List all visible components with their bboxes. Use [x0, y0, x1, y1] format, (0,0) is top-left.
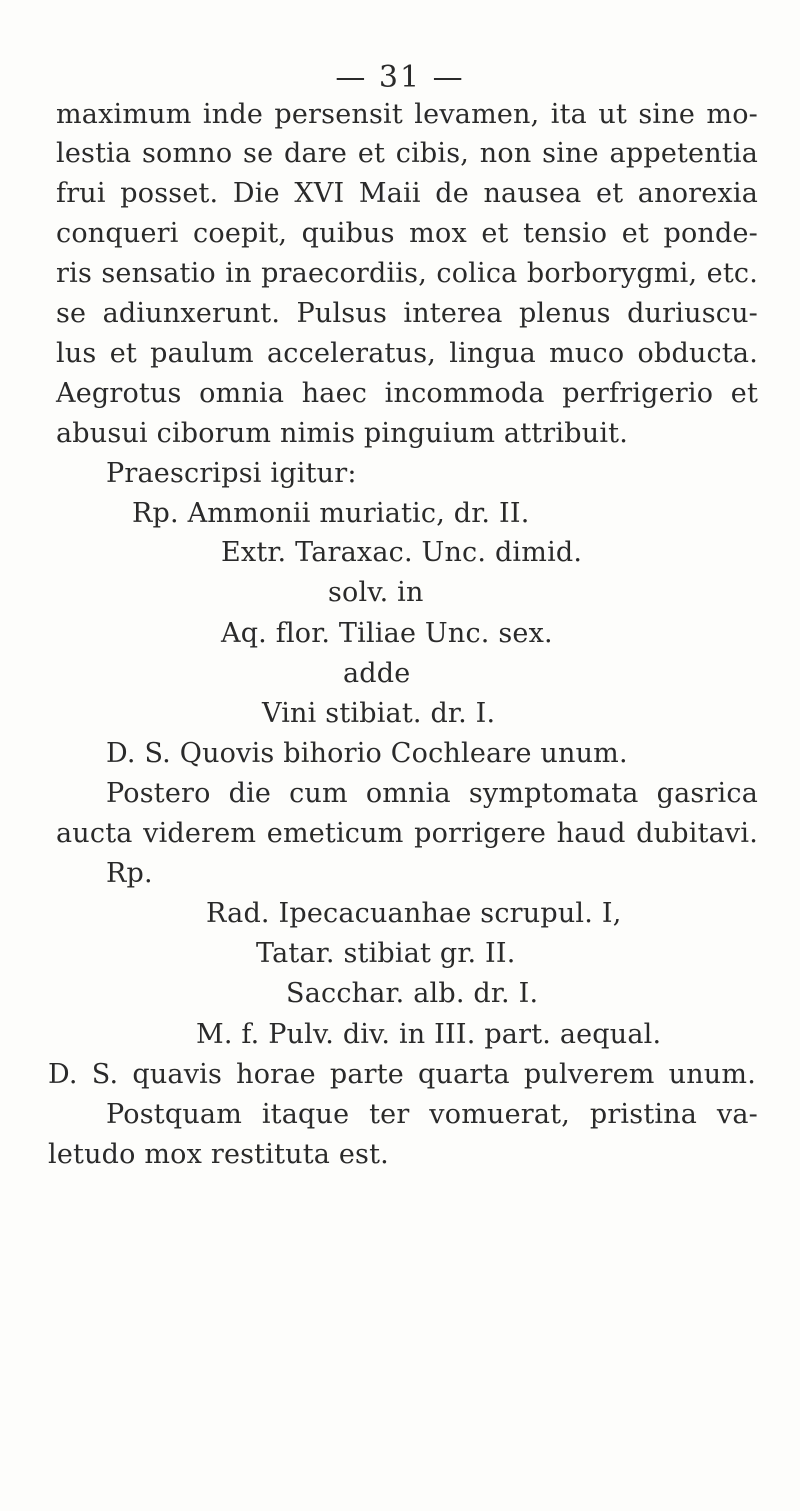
recipe-1-extr-line: Extr. Taraxac. Unc. dimid.: [221, 537, 583, 568]
recipe-2-rp-line: Rp.: [106, 858, 153, 889]
paragraph-1-line-3: frui posset. Die XVI Maii de nausea et anorexia: [56, 178, 758, 209]
paragraph-1-line-2: lestia somno se dare et cibis, non sine appetentia: [56, 138, 758, 169]
praescripsi-line: Praescripsi igitur:: [106, 458, 357, 489]
recipe-1-solv-line: solv. in: [328, 577, 424, 608]
recipe-1-ds-line: D. S. Quovis bihorio Cochleare unum.: [106, 738, 628, 769]
paragraph-1-line-7: lus et paulum acceleratus, lingua muco obducta.: [56, 338, 758, 369]
recipe-1-aq-line: Aq. flor. Tiliae Unc. sex.: [221, 618, 553, 649]
paragraph-1-line-6: se adiunxerunt. Pulsus interea plenus duriuscu-: [56, 298, 758, 329]
page-number: — 31 —: [335, 60, 465, 95]
recipe-2-mf-line: M. f. Pulv. div. in III. part. aequal.: [196, 1019, 662, 1050]
paragraph-2-line-2: aucta viderem emeticum porrigere haud dubitavi.: [56, 818, 758, 849]
recipe-1-vini-line: Vini stibiat. dr. I.: [262, 698, 496, 729]
recipe-2-ds-line: D. S. quavis horae parte quarta pulverem unum.: [48, 1059, 756, 1090]
paragraph-1-line-9: abusui ciborum nimis pinguium attribuit.: [56, 418, 628, 449]
recipe-1-rp-line: Rp. Ammonii muriatic, dr. II.: [132, 498, 530, 529]
paragraph-1-line-8: Aegrotus omnia haec incommoda perfrigerio et: [56, 378, 758, 409]
paragraph-1-line-4: conqueri coepit, quibus mox et tensio et ponde-: [56, 218, 758, 249]
paragraph-2-line-1: Postero die cum omnia symptomata gasrica: [106, 778, 758, 809]
recipe-2-rad-line: Rad. Ipecacuanhae scrupul. I,: [206, 898, 622, 929]
paragraph-3-line-2: letudo mox restituta est.: [48, 1139, 389, 1170]
recipe-2-tatar-line: Tatar. stibiat gr. II.: [256, 938, 516, 969]
paragraph-3-line-1: Postquam itaque ter vomuerat, pristina va-: [106, 1099, 758, 1130]
recipe-1-adde-line: adde: [343, 658, 411, 689]
recipe-2-sacchar-line: Sacchar. alb. dr. I.: [286, 978, 539, 1009]
paragraph-1-line-5: ris sensatio in praecordiis, colica borborygmi, etc.: [56, 258, 758, 289]
paragraph-1-line-1: maximum inde persensit levamen, ita ut sine mo-: [56, 99, 758, 130]
